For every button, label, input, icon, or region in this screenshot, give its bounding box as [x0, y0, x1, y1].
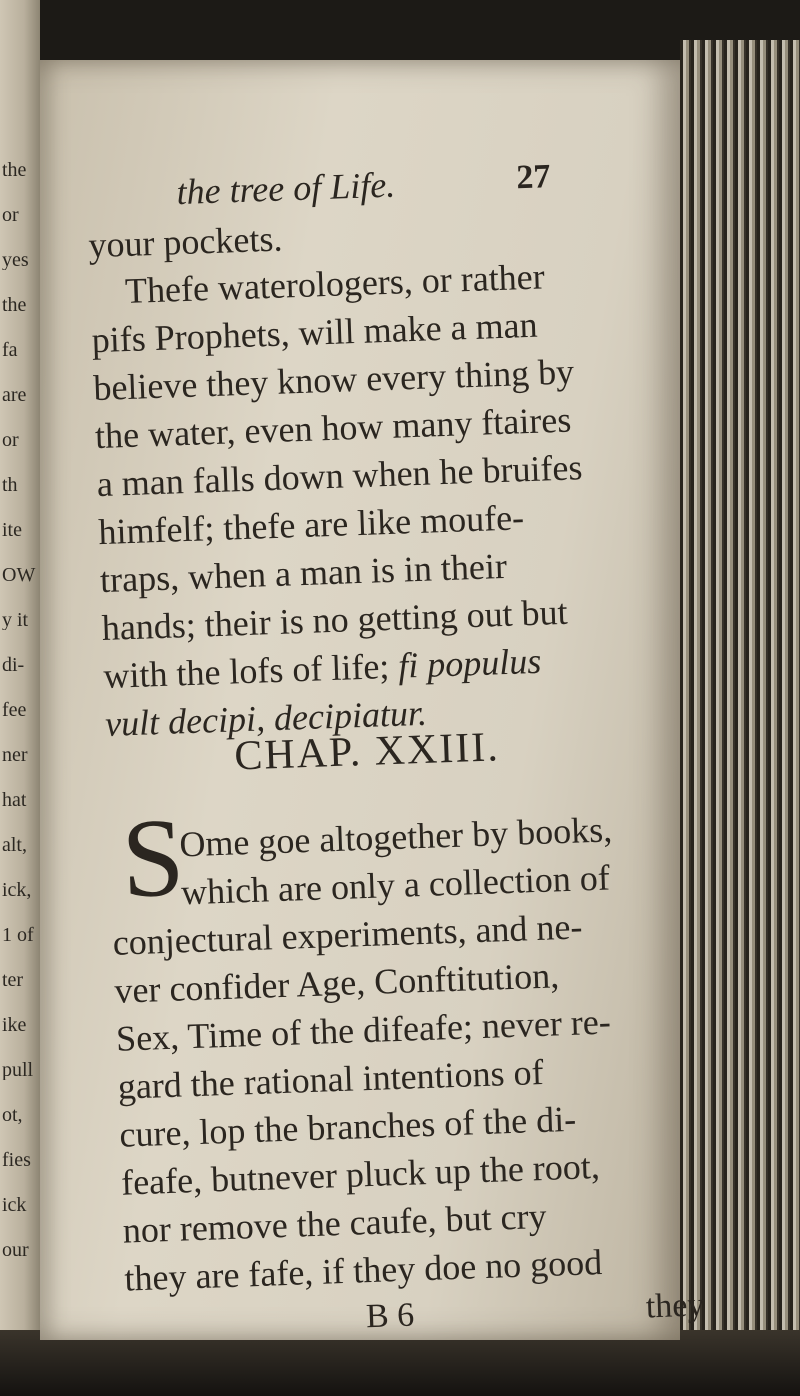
text-line: ver confider Age, Conftitution, — [113, 955, 560, 1011]
gutter-fragment: di- — [2, 655, 25, 675]
text-line: Sex, Time of the difeafe; never re- — [115, 1001, 612, 1059]
gutter-fragment: ner — [2, 745, 28, 765]
text-line: Thefe waterologers, or rather — [124, 256, 546, 312]
gutter-fragment: th — [2, 475, 18, 495]
text-line: cure, lop the branches of the di- — [118, 1098, 577, 1155]
catchword: they — [645, 1286, 705, 1326]
text-line: gard the rational intentions of — [117, 1051, 545, 1107]
text-line: they are fafe, if they doe no good — [123, 1241, 603, 1299]
gutter-fragment: ite — [2, 520, 22, 540]
gutter-fragment: fies — [2, 1150, 31, 1170]
text-line: which are only a collection of — [180, 857, 611, 913]
gutter-fragment: ick, — [2, 880, 32, 900]
text-line: hands; their is no getting out but — [101, 591, 569, 649]
text-line: a man falls down when he bruifes — [96, 447, 584, 505]
gutter-fragment: y it — [2, 610, 29, 630]
text-line: Ome goe altogether by books, — [178, 809, 613, 865]
page-text — [22, 49, 706, 1351]
gutter-fragment: hat — [2, 790, 27, 810]
gutter-fragment: OW — [2, 565, 36, 585]
latin-populus: populus — [426, 640, 542, 685]
text-line: believe they know every thing by — [92, 351, 575, 409]
gutter-fragment: alt, — [2, 835, 27, 855]
gutter-fragment: 1 of — [2, 925, 34, 945]
gutter-fragment: ter — [2, 970, 24, 990]
text-line: nor remove the caufe, but cry — [122, 1195, 548, 1251]
gutter-fragment: the — [2, 160, 27, 180]
book-page — [40, 60, 705, 1340]
text-line-start: with the lofs of life; — [102, 646, 390, 697]
gutter-fragment: fa — [2, 340, 18, 360]
gutter-fragment: ick — [2, 1195, 27, 1215]
gutter-fragment: yes — [2, 250, 29, 270]
page-number: 27 — [515, 158, 551, 197]
gutter-fragment: ot, — [2, 1105, 23, 1125]
text-line: your pockets. — [87, 218, 283, 266]
drop-cap: S — [119, 795, 187, 922]
text-line: the water, even how many ftaires — [94, 399, 572, 457]
latin-quotation: vult decipi, decipiatur. — [104, 692, 428, 744]
gutter-fragment: the — [2, 295, 27, 315]
gutter-fragment: our — [2, 1240, 29, 1260]
gutter-fragment: or — [2, 430, 19, 450]
gutter-fragment: pull — [2, 1060, 34, 1080]
text-line: conjectural experiments, and ne- — [112, 906, 584, 963]
text-line: pifs Prophets, will make a man — [91, 304, 539, 361]
text-line: traps, when a man is in their — [99, 545, 508, 601]
text-line: feafe, butnever pluck up the root, — [120, 1146, 601, 1203]
gutter-fragment: fee — [2, 700, 27, 720]
gutter-fragment: or — [2, 205, 19, 225]
text-line: himfelf; thefe are like moufe- — [97, 497, 525, 553]
latin-fi: fi — [397, 645, 419, 686]
gutter-fragment: are — [2, 385, 27, 405]
chapter-heading: CHAP. XXIII. — [233, 724, 501, 780]
running-title: the tree of Life. — [175, 164, 396, 213]
gutter-fragment: ike — [2, 1015, 27, 1035]
signature-mark: B 6 — [365, 1296, 415, 1336]
